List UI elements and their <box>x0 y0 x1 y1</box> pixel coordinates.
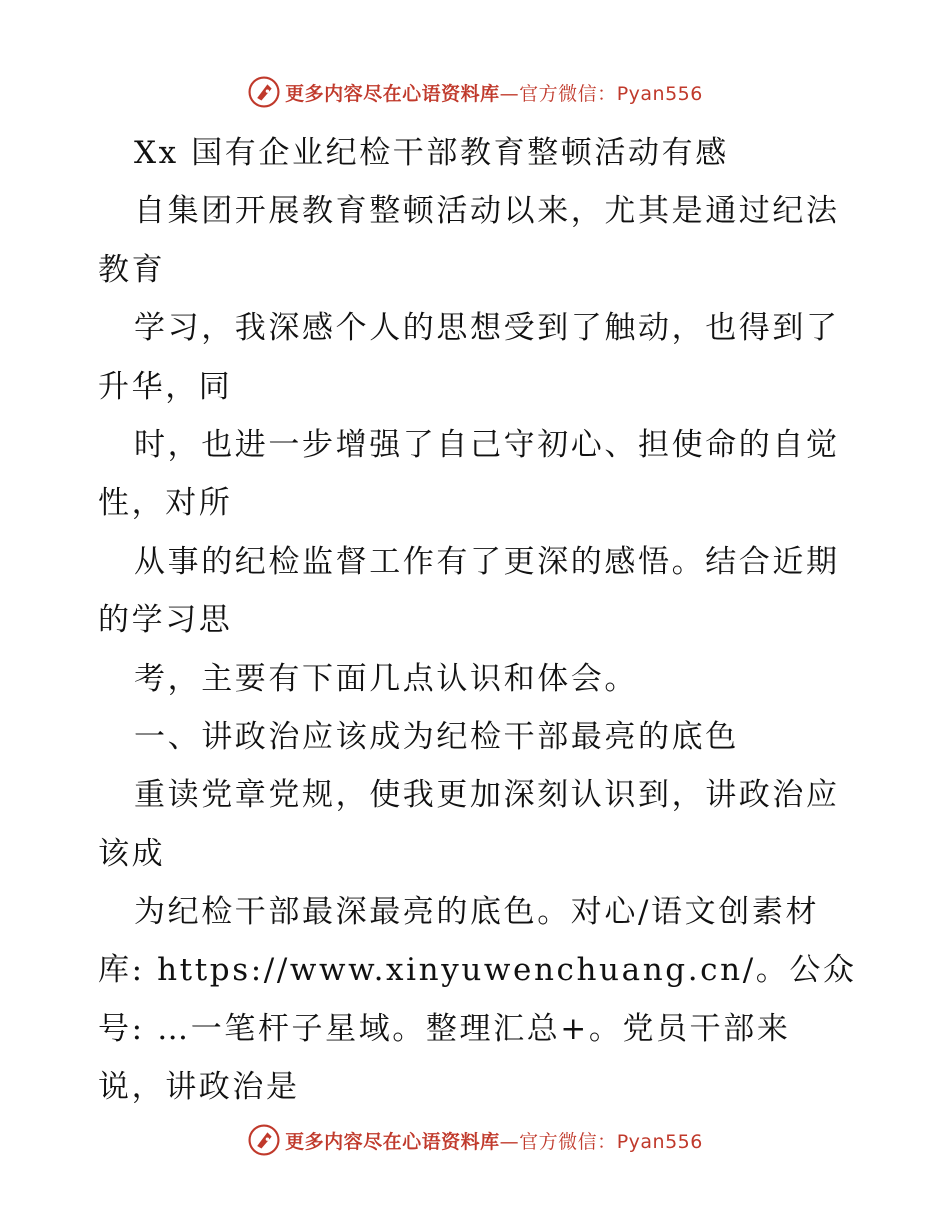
watermark-header <box>0 72 950 112</box>
watermark-text <box>285 79 703 106</box>
section-heading: 一、讲政治应该成为纪检干部最亮的底色 <box>134 718 739 755</box>
body-line: 重读党章党规，使我更加深刻认识到，讲政治应 <box>134 777 840 814</box>
body-line: 号: …一笔杆子星域。整理汇总+。党员干部来 <box>98 1010 791 1047</box>
document-title: Xx 国有企业纪检干部教育整顿活动有感 <box>134 135 729 171</box>
watermark-dash: — <box>499 82 520 105</box>
fountain-pen-logo-icon <box>247 75 281 109</box>
watermark-text <box>285 1127 703 1154</box>
watermark-wechat-id: Pyan556 <box>616 1130 703 1153</box>
body-line: 说，讲政治是 <box>98 1069 300 1106</box>
watermark-official-label: 官方微信： <box>519 82 617 105</box>
watermark-main-text: 更多内容尽在心语资料库 <box>285 1130 500 1153</box>
body-line: 自集团开展教育整顿活动以来，尤其是通过纪法 <box>134 193 840 230</box>
body-line: 该成 <box>98 835 166 872</box>
body-line: 的学习思 <box>98 602 233 639</box>
body-line: 从事的纪检监督工作有了更深的感悟。结合近期 <box>134 543 840 580</box>
watermark-main-text: 更多内容尽在心语资料库 <box>285 82 500 105</box>
document-body <box>98 124 858 1117</box>
body-line: 库: https://www.xinyuwenchuang.cn/。公众 <box>98 952 857 989</box>
watermark-official-label: 官方微信： <box>519 1130 617 1153</box>
body-line: 教育 <box>98 251 166 288</box>
body-line: 考，主要有下面几点认识和体会。 <box>134 660 638 697</box>
body-line: 为纪检干部最深最亮的底色。对心/语文创素材 <box>134 894 820 931</box>
fountain-pen-logo-icon <box>247 1123 281 1157</box>
watermark-dash: — <box>499 1130 520 1153</box>
body-line: 时，也进一步增强了自己守初心、担使命的自觉 <box>134 426 840 463</box>
watermark-footer <box>0 1120 950 1160</box>
watermark-wechat-id: Pyan556 <box>616 82 703 105</box>
body-line: 学习，我深感个人的思想受到了触动，也得到了 <box>134 310 840 347</box>
body-line: 性，对所 <box>98 485 233 522</box>
body-line: 升华，同 <box>98 368 233 405</box>
